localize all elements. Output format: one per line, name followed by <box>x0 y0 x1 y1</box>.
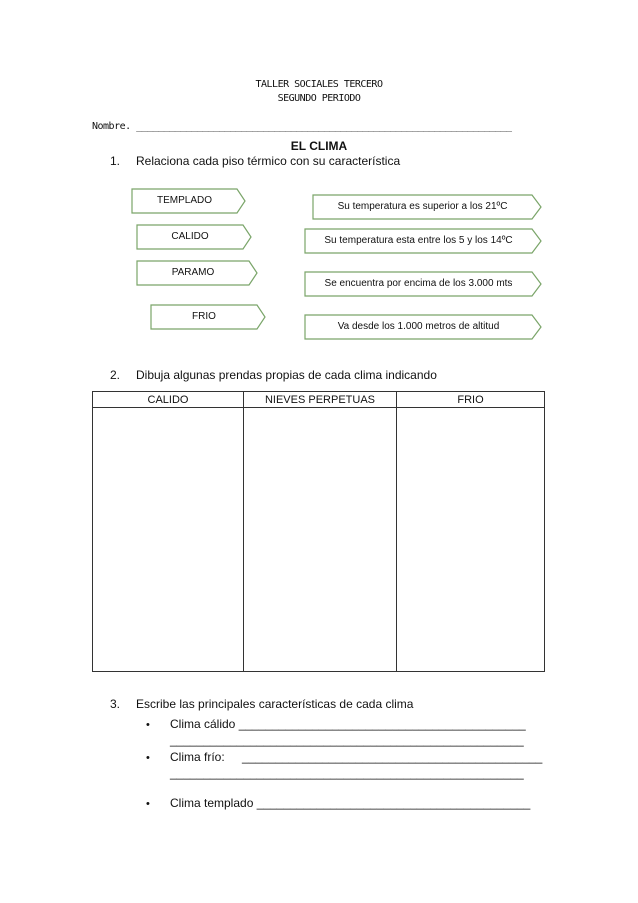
bullet-clima-calido <box>146 717 526 731</box>
right-box-4[interactable]: Va desde los 1.000 metros de altitud <box>337 321 500 332</box>
right-box-1[interactable]: Su temperatura es superior a los 21ºC <box>337 201 508 212</box>
bullet-icon: • <box>146 719 150 731</box>
bullet-clima-frio <box>146 750 542 764</box>
bullet-clima-templado <box>146 796 530 810</box>
answer-line-frio[interactable]: _____________________________________________ <box>242 750 543 764</box>
question-1-text: Relaciona cada piso térmico con su característica <box>136 154 401 168</box>
question-2 <box>110 368 437 382</box>
left-box-frio[interactable]: FRIO <box>192 311 216 322</box>
bullet-icon: • <box>146 798 150 810</box>
question-2-number: 2. <box>110 368 121 382</box>
table-header-frio: FRIO <box>397 392 545 408</box>
name-field[interactable]: Nombre. ____________________________________________________________________ <box>92 121 512 132</box>
header-title: TALLER SOCIALES TERCERO <box>255 79 383 90</box>
drawing-cell-calido[interactable] <box>93 408 244 672</box>
question-2-text: Dibuja algunas prendas propias de cada clima indicando <box>136 368 437 382</box>
question-3-text: Escribe las principales características de cada clima <box>136 697 414 711</box>
bullet-label-templado: Clima templado <box>170 796 254 810</box>
bullet-label-frio: Clima frío: <box>170 750 225 764</box>
right-box-2[interactable]: Su temperatura esta entre los 5 y los 14ºC <box>324 235 513 246</box>
drawing-cell-frio[interactable] <box>397 408 545 672</box>
answer-line-templado[interactable]: _________________________________________ <box>256 796 531 810</box>
question-3-number: 3. <box>110 697 121 711</box>
answer-line-frio-cont[interactable]: _____________________________________________________ <box>170 766 524 780</box>
left-box-templado[interactable]: TEMPLADO <box>156 195 212 206</box>
left-box-paramo[interactable]: PARAMO <box>171 267 215 278</box>
bullet-label-calido: Clima cálido <box>170 717 236 731</box>
table-header-calido: CALIDO <box>93 392 244 408</box>
answer-line-calido[interactable]: ___________________________________________ <box>238 717 526 731</box>
climate-drawing-table <box>92 391 545 672</box>
question-3 <box>110 697 413 711</box>
page-title: EL CLIMA <box>290 139 348 153</box>
right-box-3[interactable]: Se encuentra por encima de los 3.000 mts <box>324 278 513 289</box>
drawing-cell-nieves[interactable] <box>244 408 397 672</box>
header-subtitle: SEGUNDO PERIODO <box>277 93 361 104</box>
bullet-icon: • <box>146 752 150 764</box>
answer-line-calido-cont[interactable]: _____________________________________________________ <box>170 733 524 747</box>
left-box-calido[interactable]: CALIDO <box>171 231 209 242</box>
question-1-number: 1. <box>110 154 121 168</box>
table-header-nieves: NIEVES PERPETUAS <box>244 392 397 408</box>
